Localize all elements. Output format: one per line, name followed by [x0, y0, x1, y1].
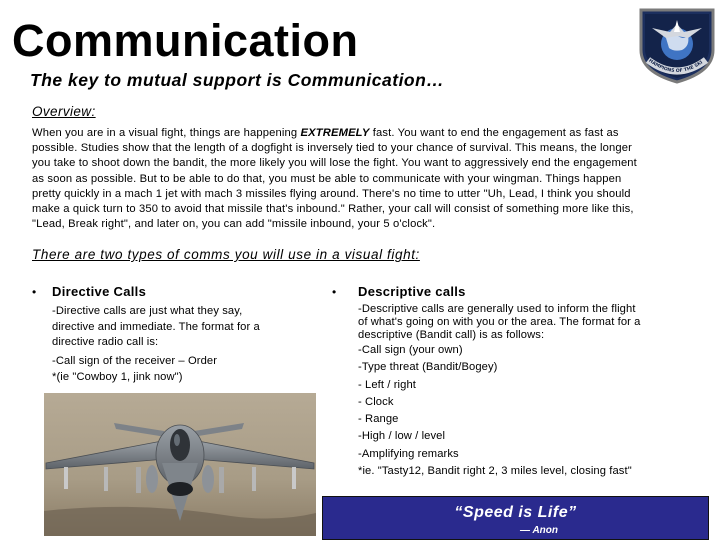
- descriptive-line: of what's going on with you or the area. The format for a: [358, 316, 641, 328]
- descriptive-line: -Descriptive calls are generally used to inform the flight: [358, 303, 636, 315]
- descriptive-line: *ie. "Tasty12, Bandit right 2, 3 miles level, closing fast": [358, 465, 632, 478]
- descriptive-line: - Range: [358, 413, 399, 426]
- descriptive-line: -Type threat (Bandit/Bogey): [358, 361, 498, 374]
- descriptive-line: -High / low / level: [358, 430, 446, 443]
- descriptive-line: - Clock: [358, 395, 394, 408]
- directive-calls-title: Directive Calls: [52, 284, 147, 299]
- descriptive-line: -Call sign (your own): [358, 344, 463, 356]
- descriptive-line: - Left / right: [358, 378, 416, 391]
- overview-line: you take to shoot down the bandit, the more likely you will lose the fight. You want to aggressively end the engagement: [32, 157, 637, 170]
- page-title: Communication: [12, 15, 359, 66]
- directive-line: directive and immediate. The format for a: [52, 320, 260, 333]
- overview-line: make a quick turn to 350 to avoid that missile that's inbound." Rather, your call will consist of something more like this,: [32, 203, 634, 216]
- directive-calls-text: [52, 304, 260, 386]
- quote-box: [322, 496, 709, 540]
- fighter-jet-photo: [44, 393, 316, 536]
- overview-line: pretty quickly in a mach 1 jet with mach 3 missiles flying around. There's no time to utter "Uh, Lead, I think you should: [32, 187, 631, 200]
- page-subtitle: The key to mutual support is Communication…: [30, 70, 445, 90]
- descriptive-calls-text: [358, 303, 641, 480]
- overview-line: When you are in a visual fight, things are happening EXTREMELY fast. You want to end the engagement as fast as: [32, 127, 619, 139]
- bullet-directive: •: [32, 285, 37, 299]
- overview-line: "Lead, Break right", and later on, you can add "missile inbound, your 5 o'clock".: [32, 218, 436, 231]
- bullet-descriptive: •: [332, 285, 337, 299]
- quote-author: — Anon: [520, 525, 558, 536]
- overview-heading: Overview:: [32, 104, 96, 119]
- emblem-motto: HAMPIONS OF THE SKI: [647, 58, 704, 75]
- descriptive-line: -Amplifying remarks: [358, 447, 459, 460]
- directive-line: directive radio call is:: [52, 336, 159, 348]
- squadron-emblem-icon: [636, 2, 718, 84]
- quote-text: “Speed is Life”: [454, 504, 577, 521]
- directive-line: *(ie "Cowboy 1, jink now"): [52, 371, 183, 383]
- overview-line: possible. Studies show that the length of a dogfight is inversely tied to your chance of survival. This means, the longer: [32, 142, 633, 155]
- descriptive-calls-title: Descriptive calls: [358, 284, 466, 299]
- directive-line: -Call sign of the receiver – Order: [52, 354, 218, 367]
- descriptive-line: descriptive (Bandit call) is as follows:: [358, 329, 545, 341]
- directive-line: -Directive calls are just what they say,: [52, 305, 243, 317]
- overview-paragraph: [32, 126, 660, 232]
- comm-types-heading: There are two types of comms you will use in a visual fight:: [32, 247, 420, 262]
- overview-line: as soon as possible. But to be able to do that, you must be able to communicate with your wingman. Things happen: [32, 172, 622, 185]
